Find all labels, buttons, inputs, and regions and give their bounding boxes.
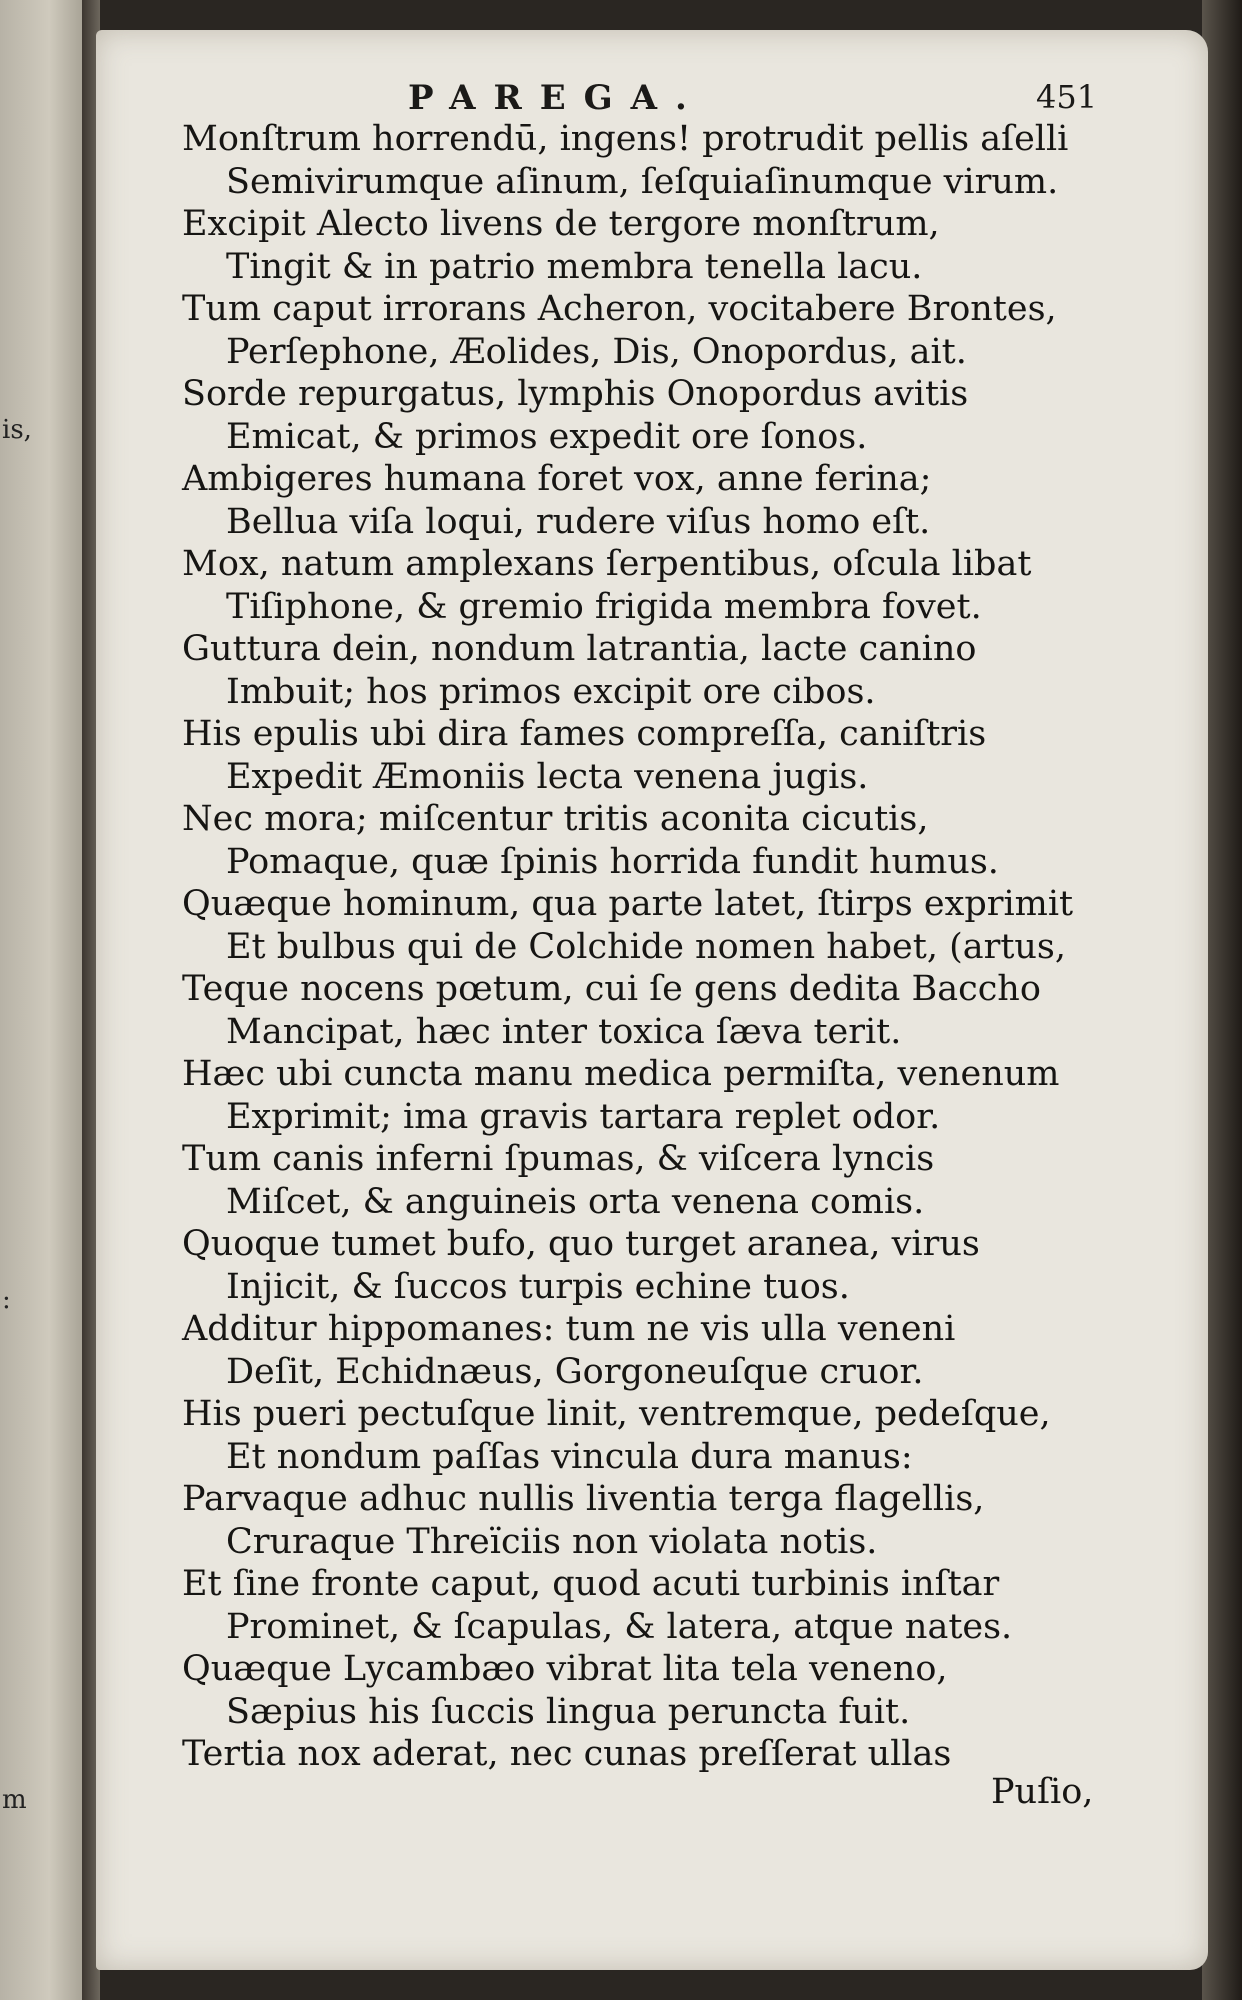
verse-line: Tiſiphone, & gremio frigida membra fovet. [226,586,982,627]
verse-line: His epulis ubi dira fames compreſſa, caniſtris [182,714,987,754]
facing-page-fragment-1: is, [2,415,32,445]
verse-line: Semivirumque aſinum, ſeſquiaſinumque virum. [226,161,1059,202]
verse-line: Cruraque Threïciis non violata notis. [226,1521,878,1562]
verse-line: Quoque tumet bufo, quo turget aranea, virus [182,1224,980,1264]
book-page [96,30,1208,1970]
verse-line: Exprimit; ima gravis tartara replet odor. [226,1096,941,1137]
facing-page-fragment-2: : [2,1285,11,1315]
verse-line: Imbuit; hos primos excipit ore cibos. [226,671,876,712]
verse-line: Nec mora; miſcentur tritis aconita cicutis, [182,799,929,839]
verse-line: Guttura dein, nondum latrantia, lacte canino [182,629,977,669]
verse-line: Mancipat, hæc inter toxica ſæva terit. [226,1011,902,1052]
book-cover-edge [1202,0,1242,2000]
verse-line: Parvaque adhuc nullis liventia terga flagellis, [182,1479,985,1519]
facing-page-edge [0,0,82,2000]
verse-line: Emicat, & primos expedit ore ſonos. [226,416,868,457]
verse-line: Quæque Lycambæo vibrat lita tela veneno, [182,1649,948,1689]
verse-line: Tum caput irrorans Acheron, vocitabere Brontes, [182,289,1057,329]
verse-line: Sorde repurgatus, lymphis Onopordus avitis [182,374,969,414]
verse-line: Quæque hominum, qua parte latet, ſtirps exprimit [182,884,1074,924]
verse-line: Et ſine fronte caput, quod acuti turbinis inſtar [182,1564,1000,1604]
verse-line: His pueri pectuſque linit, ventremque, pedeſque, [182,1394,1051,1434]
verse-line: Prominet, & ſcapulas, & latera, atque nates. [226,1606,1013,1647]
running-head: PAREGA. [408,78,705,118]
catchword: Puſio, [991,1772,1094,1812]
verse-line: Ambigeres humana foret vox, anne ferina; [182,459,932,499]
verse-line: Monſtrum horrendū, ingens! protrudit pellis aſelli [182,119,1069,159]
page-number: 451 [1036,78,1098,116]
facing-page-fragment-3: m [2,1785,27,1815]
verse-line: Tum canis inferni ſpumas, & viſcera lyncis [182,1139,935,1179]
verse-line: Excipit Alecto livens de tergore monſtrum, [182,204,940,244]
verse-line: Sæpius his ſuccis lingua peruncta fuit. [226,1691,911,1732]
verse-line: Et nondum paſſas vincula dura manus: [226,1436,913,1477]
verse-line: Tingit & in patrio membra tenella lacu. [226,246,923,287]
verse-line: Additur hippomanes: tum ne vis ulla veneni [182,1309,956,1349]
verse-line: Perſephone, Æolides, Dis, Onopordus, ait. [226,331,967,372]
verse-line: Injicit, & ſuccos turpis echine tuos. [226,1266,850,1307]
verse-line: Miſcet, & anguineis orta venena comis. [226,1181,925,1222]
verse-line: Hæc ubi cuncta manu medica permiſta, venenum [182,1054,1060,1094]
verse-line: Teque nocens pœtum, cui ſe gens dedita Baccho [182,969,1041,1009]
verse-line: Et bulbus qui de Colchide nomen habet, (artus, [226,926,1067,967]
verse-line: Deſit, Echidnæus, Gorgoneuſque cruor. [226,1351,924,1392]
verse-line: Mox, natum amplexans ſerpentibus, oſcula libat [182,544,1032,584]
verse-line: Bellua viſa loqui, rudere viſus homo eſt. [226,501,931,542]
verse-line: Tertia nox aderat, nec cunas preſſerat ullas [182,1734,952,1774]
verse-line: Pomaque, quæ ſpinis horrida fundit humus. [226,841,999,882]
verse-line: Expedit Æmoniis lecta venena jugis. [226,756,869,797]
poem-text [182,118,1192,1776]
